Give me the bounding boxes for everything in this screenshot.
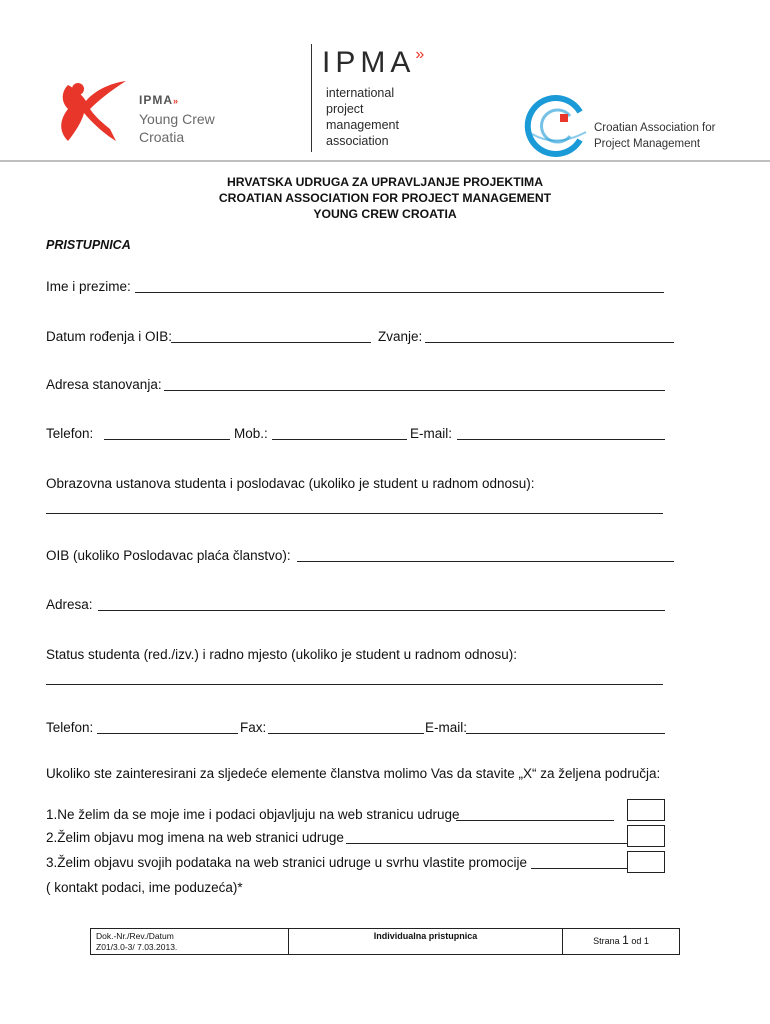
footer-title: Individualna pristupnica [373,931,478,941]
birthdate-oib-label: Datum rođenja i OIB: [46,329,173,344]
footer-table [90,928,680,955]
option-3-line [531,868,627,869]
young-crew-logo: IPMA» Young Crew Croatia [50,75,230,150]
address-label: Adresa: [46,597,93,612]
membership-intro: Ukoliko ste zainteresirani za sljedeće elemente članstva molimo Vas da stavite „X“ za željena područja: [46,766,661,781]
young-crew-brand: IPMA [139,93,173,107]
email-field[interactable] [457,439,665,440]
student-status-field[interactable] [46,684,663,685]
name-field[interactable] [135,292,664,293]
capm-line1: Croatian Association for [594,122,716,134]
header-rule [0,160,770,162]
footer-doc-value: Z01/3.0-3/ 7.03.2013. [96,942,178,952]
institution-label: Obrazovna ustanova studenta i poslodavac (ukoliko je student u radnom odnosu): [46,476,535,491]
address-field[interactable] [98,610,665,611]
phone2-field[interactable] [97,733,238,734]
option-2-checkbox[interactable] [627,825,665,847]
institution-field[interactable] [46,513,663,514]
email2-label: E-mail: [425,720,468,735]
student-status-label: Status studenta (red./izv.) i radno mjesto (ukoliko je student u radnom odnosu): [46,647,517,662]
footer-page-cell [563,929,679,954]
header-line-1: HRVATSKA UDRUGA ZA UPRAVLJANJE PROJEKTIMA [227,175,543,189]
footer-page-of: od 1 [631,936,649,946]
logo-divider [311,44,312,152]
ipma-line-2: project [326,102,364,116]
option-2-label: 2.Želim objavu mog imena na web stranici udruge [46,830,344,845]
capm-logo [520,94,735,156]
young-crew-line1: Young Crew [139,111,215,127]
option-2-line [346,843,627,844]
option-3-checkbox[interactable] [627,851,665,873]
name-label: Ime i prezime: [46,279,131,294]
option-1-checkbox[interactable] [627,799,665,821]
title-label: Zvanje: [378,329,423,344]
option-3-note: ( kontakt podaci, ime poduzeća)* [46,880,243,895]
home-address-field[interactable] [164,390,665,391]
fax-label: Fax: [240,720,267,735]
title-field[interactable] [425,342,674,343]
footer-title-cell [289,929,563,954]
phone2-label: Telefon: [46,720,94,735]
mobile-field[interactable] [272,439,407,440]
young-crew-line2: Croatia [139,129,185,145]
footer-page-prefix: Strana [593,936,620,946]
capm-ring-icon [520,94,590,158]
footer-page-num: 1 [622,933,629,947]
header-line-2: CROATIAN ASSOCIATION FOR PROJECT MANAGEMENT [218,191,552,205]
ipma-arrow-icon: » [415,46,425,63]
ipma-line-1: international [326,86,395,100]
birthdate-oib-field[interactable] [171,342,371,343]
phone-field[interactable] [104,439,230,440]
header-line-3: YOUNG CREW CROATIA [313,207,457,221]
option-3-label: 3.Želim objavu svojih podataka na web stranici udruge u svrhu vlastite promocije [46,855,527,870]
employer-oib-label: OIB (ukoliko Poslodavac plaća članstvo): [46,548,291,563]
form-title: PRISTUPNICA [46,238,131,252]
ipma-brand: IPMA [322,46,416,79]
employer-oib-field[interactable] [297,561,674,562]
mobile-label: Mob.: [234,426,268,441]
footer-doc-label: Dok.-Nr./Rev./Datum [96,931,174,941]
footer-doc-cell [91,929,289,954]
option-1-label: 1.Ne želim da se moje ime i podaci objavljuju na web stranicu udruge [46,807,460,822]
ipma-line-3: management [326,118,399,132]
phone-label: Telefon: [46,426,94,441]
home-address-label: Adresa stanovanja: [46,377,162,392]
ipma-logo [322,46,492,156]
ipma-line-4: association [326,134,389,148]
capm-line2: Project Management [594,138,701,150]
young-crew-mark-icon [50,75,135,150]
email2-field[interactable] [466,733,665,734]
email-label: E-mail: [410,426,453,441]
fax-field[interactable] [268,733,424,734]
option-1-line [456,820,614,821]
